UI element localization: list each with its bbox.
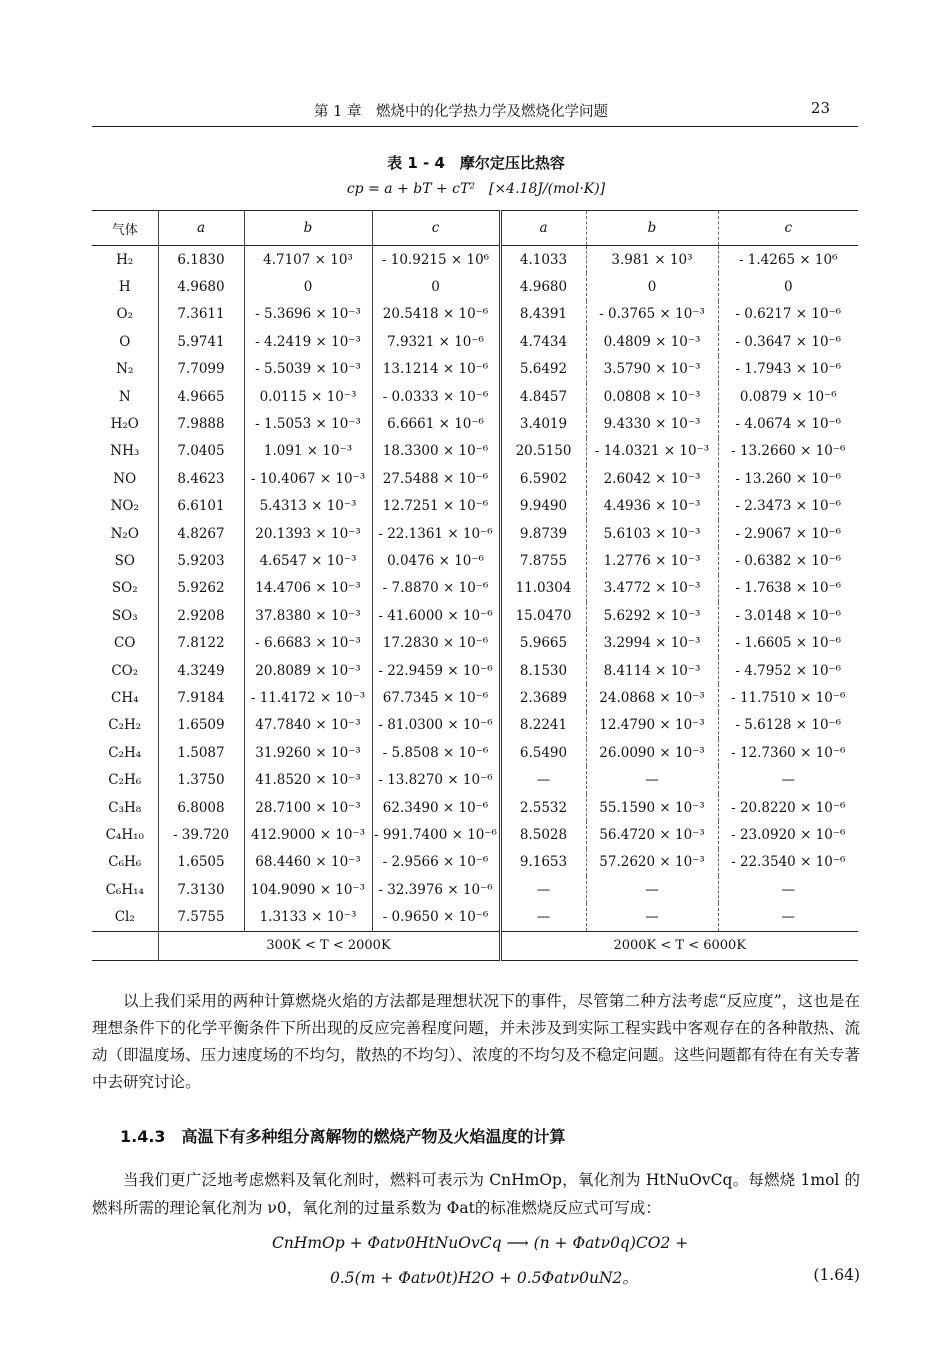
value-cell: 26.0090 × 10⁻³: [586, 739, 718, 766]
value-cell: 1.2776 × 10⁻³: [586, 547, 718, 574]
value-cell: 2.5532: [500, 794, 586, 821]
value-cell: 4.4936 × 10⁻³: [586, 493, 718, 520]
value-cell: —: [586, 903, 718, 931]
paragraph-1: 以上我们采用的两种计算燃烧火焰的方法都是理想状况下的事件，尽管第二种方法考虑“反应度”，这也是在理想条件下的化学平衡条件下所出现的反应完善程度问题，并未涉及到实际工程实践中客观存在的各种散热、流动（即温度场、压力速度场的不均匀，散热的不均匀）、浓度的不均匀及不稳定问题。这些问题都有待在有关专著中去研究讨论。: [92, 992, 860, 1091]
value-cell: - 0.3765 × 10⁻³: [586, 301, 718, 328]
value-cell: 28.7100 × 10⁻³: [244, 794, 372, 821]
value-cell: - 10.4067 × 10⁻³: [244, 465, 372, 492]
value-cell: - 2.9566 × 10⁻⁶: [372, 849, 500, 876]
table-row: [92, 903, 858, 931]
value-cell: 6.6661 × 10⁻⁶: [372, 410, 500, 437]
value-cell: 4.3249: [158, 657, 244, 684]
table-row: [92, 876, 858, 903]
gas-cell: SO₂: [111, 580, 138, 597]
value-cell: 5.9741: [158, 328, 244, 355]
value-cell: - 7.8870 × 10⁻⁶: [372, 575, 500, 602]
gas-cell: SO: [114, 552, 135, 569]
value-cell: 7.5755: [158, 903, 244, 931]
table-row: [92, 301, 858, 328]
value-cell: —: [500, 876, 586, 903]
value-cell: —: [586, 876, 718, 903]
value-cell: - 20.8220 × 10⁻⁶: [718, 794, 858, 821]
gas-cell: C₃H₈: [108, 799, 142, 816]
value-cell: 15.0470: [500, 602, 586, 629]
table-row: [92, 547, 858, 574]
page-number: 23: [810, 99, 830, 117]
table-row: [92, 766, 858, 793]
value-cell: 3.2994 × 10⁻³: [586, 629, 718, 656]
value-cell: 20.5150: [500, 438, 586, 465]
value-cell: 6.5902: [500, 465, 586, 492]
value-cell: 5.6292 × 10⁻³: [586, 602, 718, 629]
value-cell: 4.1033: [500, 246, 586, 274]
table-row: [92, 328, 858, 355]
value-cell: 5.9665: [500, 629, 586, 656]
value-cell: - 22.9459 × 10⁻⁶: [372, 657, 500, 684]
column-header: a: [158, 211, 244, 246]
value-cell: 7.3611: [158, 301, 244, 328]
value-cell: 4.9665: [158, 383, 244, 410]
gas-cell: N₂O: [110, 525, 139, 542]
value-cell: 4.9680: [500, 273, 586, 300]
value-cell: 24.0868 × 10⁻³: [586, 684, 718, 711]
value-cell: - 14.0321 × 10⁻³: [586, 438, 718, 465]
table-row: [92, 520, 858, 547]
heat-capacity-table: [92, 210, 858, 961]
table-caption: 表 1 - 4 摩尔定压比热容: [387, 154, 565, 172]
table-formula: cp = a + bT + cT² [×4.18J/(mol·K)]: [346, 181, 606, 197]
value-cell: - 991.7400 × 10⁻⁶: [372, 821, 500, 848]
value-cell: 0: [718, 273, 858, 300]
value-cell: 9.8739: [500, 520, 586, 547]
value-cell: 0.0115 × 10⁻³: [244, 383, 372, 410]
value-cell: - 1.6605 × 10⁻⁶: [718, 629, 858, 656]
value-cell: - 0.6382 × 10⁻⁶: [718, 547, 858, 574]
gas-cell: N₂: [116, 361, 134, 378]
value-cell: - 0.6217 × 10⁻⁶: [718, 301, 858, 328]
value-cell: - 1.7638 × 10⁻⁶: [718, 575, 858, 602]
value-cell: 20.8089 × 10⁻³: [244, 657, 372, 684]
value-cell: 1.3750: [158, 766, 244, 793]
value-cell: 0: [244, 273, 372, 300]
value-cell: 11.0304: [500, 575, 586, 602]
value-cell: - 1.5053 × 10⁻³: [244, 410, 372, 437]
table-row: [92, 575, 858, 602]
value-cell: 1.6505: [158, 849, 244, 876]
value-cell: 1.3133 × 10⁻³: [244, 903, 372, 931]
value-cell: - 22.3540 × 10⁻⁶: [718, 849, 858, 876]
paragraph-2: 当我们更广泛地考虑燃料及氧化剂时，燃料可表示为 CnHmOp，氧化剂为 HtNuOvCq。每燃烧 1mol 的燃料所需的理论氧化剂为 ν0，氧化剂的过量系数为 Φat的标准燃烧反应式可写成：: [92, 1171, 860, 1217]
value-cell: 5.6103 × 10⁻³: [586, 520, 718, 547]
value-cell: 0: [372, 273, 500, 300]
value-cell: - 4.2419 × 10⁻³: [244, 328, 372, 355]
value-cell: - 6.6683 × 10⁻³: [244, 629, 372, 656]
value-cell: 67.7345 × 10⁻⁶: [372, 684, 500, 711]
value-cell: - 13.260 × 10⁻⁶: [718, 465, 858, 492]
value-cell: 104.9090 × 10⁻³: [244, 876, 372, 903]
gas-cell: NO: [113, 470, 137, 487]
value-cell: 4.8267: [158, 520, 244, 547]
value-cell: 68.4460 × 10⁻³: [244, 849, 372, 876]
value-cell: 8.4391: [500, 301, 586, 328]
value-cell: 57.2620 × 10⁻³: [586, 849, 718, 876]
value-cell: 7.9888: [158, 410, 244, 437]
value-cell: - 0.0333 × 10⁻⁶: [372, 383, 500, 410]
gas-cell: N: [118, 388, 131, 405]
value-cell: 8.4114 × 10⁻³: [586, 657, 718, 684]
gas-cell: C₂H₆: [108, 772, 142, 789]
gas-cell: C₆H₆: [108, 854, 142, 871]
table-row: [92, 684, 858, 711]
gas-cell: O: [119, 333, 131, 350]
value-cell: 8.5028: [500, 821, 586, 848]
value-cell: 4.7107 × 10³: [244, 246, 372, 274]
gas-cell: C₄H₁₀: [105, 826, 144, 843]
value-cell: 2.6042 × 10⁻³: [586, 465, 718, 492]
value-cell: —: [718, 876, 858, 903]
column-header: c: [718, 211, 858, 246]
equation-number: (1.64): [813, 1266, 860, 1284]
value-cell: 0.0879 × 10⁻⁶: [718, 383, 858, 410]
value-cell: - 3.0148 × 10⁻⁶: [718, 602, 858, 629]
column-header: b: [586, 211, 718, 246]
table-row: [92, 438, 858, 465]
value-cell: 0.0476 × 10⁻⁶: [372, 547, 500, 574]
value-cell: 1.6509: [158, 712, 244, 739]
value-cell: 5.9203: [158, 547, 244, 574]
value-cell: 31.9260 × 10⁻³: [244, 739, 372, 766]
gas-cell: CH₄: [110, 689, 139, 706]
value-cell: 56.4720 × 10⁻³: [586, 821, 718, 848]
equation-line-1: CnHmOp + Φatν0HtNuOvCq ⟶ (n + Φatν0q)CO2 +: [272, 1234, 689, 1252]
value-cell: - 1.4265 × 10⁶: [718, 246, 858, 274]
gas-cell: C₂H₄: [108, 744, 142, 761]
empty-cell: [92, 931, 158, 960]
value-cell: - 2.9067 × 10⁻⁶: [718, 520, 858, 547]
value-cell: 6.6101: [158, 493, 244, 520]
value-cell: 13.1214 × 10⁻⁶: [372, 356, 500, 383]
section-heading: 1.4.3 高温下有多种组分离解物的燃烧产物及火焰温度的计算: [120, 1127, 566, 1146]
table-row: [92, 629, 858, 656]
value-cell: 14.4706 × 10⁻³: [244, 575, 372, 602]
value-cell: 412.9000 × 10⁻³: [244, 821, 372, 848]
column-header: a: [500, 211, 586, 246]
value-cell: 0.0808 × 10⁻³: [586, 383, 718, 410]
table-row: [92, 657, 858, 684]
table-row: [92, 849, 858, 876]
gas-cell: CO: [114, 635, 136, 652]
range-low: 300K < T < 2000K: [158, 931, 500, 960]
table-row: [92, 273, 858, 300]
value-cell: 7.8122: [158, 629, 244, 656]
gas-cell: H₂: [116, 251, 134, 268]
chapter-title: 第 1 章 燃烧中的化学热力学及燃烧化学问题: [314, 104, 608, 120]
table-row: [92, 410, 858, 437]
value-cell: 1.091 × 10⁻³: [244, 438, 372, 465]
value-cell: 3.4019: [500, 410, 586, 437]
value-cell: 18.3300 × 10⁻⁶: [372, 438, 500, 465]
table-header-row: [92, 211, 858, 246]
value-cell: 6.5490: [500, 739, 586, 766]
value-cell: 7.8755: [500, 547, 586, 574]
value-cell: 2.3689: [500, 684, 586, 711]
column-header: b: [244, 211, 372, 246]
value-cell: 5.6492: [500, 356, 586, 383]
equation-line-2: 0.5(m + Φatν0t)H2O + 0.5Φatν0uN2。: [330, 1269, 638, 1287]
gas-cell: O₂: [116, 306, 133, 323]
value-cell: - 22.1361 × 10⁻⁶: [372, 520, 500, 547]
value-cell: —: [500, 903, 586, 931]
value-cell: 9.9490: [500, 493, 586, 520]
gas-cell: SO₃: [111, 607, 138, 624]
value-cell: 3.4772 × 10⁻³: [586, 575, 718, 602]
value-cell: 7.9321 × 10⁻⁶: [372, 328, 500, 355]
table-row: [92, 712, 858, 739]
value-cell: 4.8457: [500, 383, 586, 410]
value-cell: 12.4790 × 10⁻³: [586, 712, 718, 739]
value-cell: 27.5488 × 10⁻⁶: [372, 465, 500, 492]
value-cell: 6.8008: [158, 794, 244, 821]
value-cell: —: [586, 766, 718, 793]
value-cell: 62.3490 × 10⁻⁶: [372, 794, 500, 821]
value-cell: 7.9184: [158, 684, 244, 711]
value-cell: - 12.7360 × 10⁻⁶: [718, 739, 858, 766]
value-cell: - 39.720: [158, 821, 244, 848]
gas-cell: CO₂: [111, 662, 139, 679]
value-cell: —: [500, 766, 586, 793]
value-cell: - 10.9215 × 10⁶: [372, 246, 500, 274]
value-cell: —: [718, 903, 858, 931]
value-cell: - 4.7952 × 10⁻⁶: [718, 657, 858, 684]
value-cell: - 13.2660 × 10⁻⁶: [718, 438, 858, 465]
gas-cell: H: [118, 279, 131, 296]
value-cell: 5.9262: [158, 575, 244, 602]
value-cell: - 0.9650 × 10⁻⁶: [372, 903, 500, 931]
value-cell: - 5.5039 × 10⁻³: [244, 356, 372, 383]
value-cell: 4.7434: [500, 328, 586, 355]
value-cell: - 11.7510 × 10⁻⁶: [718, 684, 858, 711]
value-cell: 47.7840 × 10⁻³: [244, 712, 372, 739]
table-row: [92, 465, 858, 492]
value-cell: 0.4809 × 10⁻³: [586, 328, 718, 355]
column-header: 气体: [92, 211, 158, 246]
value-cell: 4.6547 × 10⁻³: [244, 547, 372, 574]
gas-cell: C₂H₂: [108, 717, 142, 734]
value-cell: 7.3130: [158, 876, 244, 903]
value-cell: 1.5087: [158, 739, 244, 766]
value-cell: 9.1653: [500, 849, 586, 876]
value-cell: - 11.4172 × 10⁻³: [244, 684, 372, 711]
value-cell: 8.2241: [500, 712, 586, 739]
table-row: [92, 821, 858, 848]
value-cell: 0: [586, 273, 718, 300]
gas-cell: C₆H₁₄: [105, 881, 144, 898]
value-cell: 12.7251 × 10⁻⁶: [372, 493, 500, 520]
value-cell: 4.9680: [158, 273, 244, 300]
value-cell: - 5.3696 × 10⁻³: [244, 301, 372, 328]
temperature-range-row: [92, 931, 858, 960]
value-cell: - 0.3647 × 10⁻⁶: [718, 328, 858, 355]
table-row: [92, 246, 858, 274]
value-cell: 5.4313 × 10⁻³: [244, 493, 372, 520]
value-cell: 8.4623: [158, 465, 244, 492]
gas-cell: H₂O: [110, 416, 139, 433]
value-cell: 17.2830 × 10⁻⁶: [372, 629, 500, 656]
running-header: [92, 96, 858, 127]
column-header: c: [372, 211, 500, 246]
value-cell: —: [718, 766, 858, 793]
gas-cell: NO₂: [110, 498, 139, 515]
value-cell: - 5.6128 × 10⁻⁶: [718, 712, 858, 739]
gas-cell: Cl₂: [114, 909, 135, 926]
value-cell: - 2.3473 × 10⁻⁶: [718, 493, 858, 520]
table-row: [92, 383, 858, 410]
range-high: 2000K < T < 6000K: [500, 931, 858, 960]
value-cell: 37.8380 × 10⁻³: [244, 602, 372, 629]
value-cell: - 4.0674 × 10⁻⁶: [718, 410, 858, 437]
value-cell: - 81.0300 × 10⁻⁶: [372, 712, 500, 739]
table-row: [92, 794, 858, 821]
value-cell: - 13.8270 × 10⁻⁶: [372, 766, 500, 793]
value-cell: - 23.0920 × 10⁻⁶: [718, 821, 858, 848]
table-row: [92, 356, 858, 383]
value-cell: - 41.6000 × 10⁻⁶: [372, 602, 500, 629]
table-row: [92, 602, 858, 629]
table-row: [92, 739, 858, 766]
value-cell: 3.981 × 10³: [586, 246, 718, 274]
value-cell: 8.1530: [500, 657, 586, 684]
value-cell: 41.8520 × 10⁻³: [244, 766, 372, 793]
value-cell: 7.7099: [158, 356, 244, 383]
value-cell: 3.5790 × 10⁻³: [586, 356, 718, 383]
value-cell: 7.0405: [158, 438, 244, 465]
value-cell: 9.4330 × 10⁻³: [586, 410, 718, 437]
value-cell: 20.1393 × 10⁻³: [244, 520, 372, 547]
value-cell: - 32.3976 × 10⁻⁶: [372, 876, 500, 903]
gas-cell: NH₃: [110, 443, 140, 460]
value-cell: 2.9208: [158, 602, 244, 629]
value-cell: - 1.7943 × 10⁻⁶: [718, 356, 858, 383]
value-cell: 6.1830: [158, 246, 244, 274]
value-cell: 20.5418 × 10⁻⁶: [372, 301, 500, 328]
value-cell: - 5.8508 × 10⁻⁶: [372, 739, 500, 766]
value-cell: 55.1590 × 10⁻³: [586, 794, 718, 821]
table-row: [92, 493, 858, 520]
